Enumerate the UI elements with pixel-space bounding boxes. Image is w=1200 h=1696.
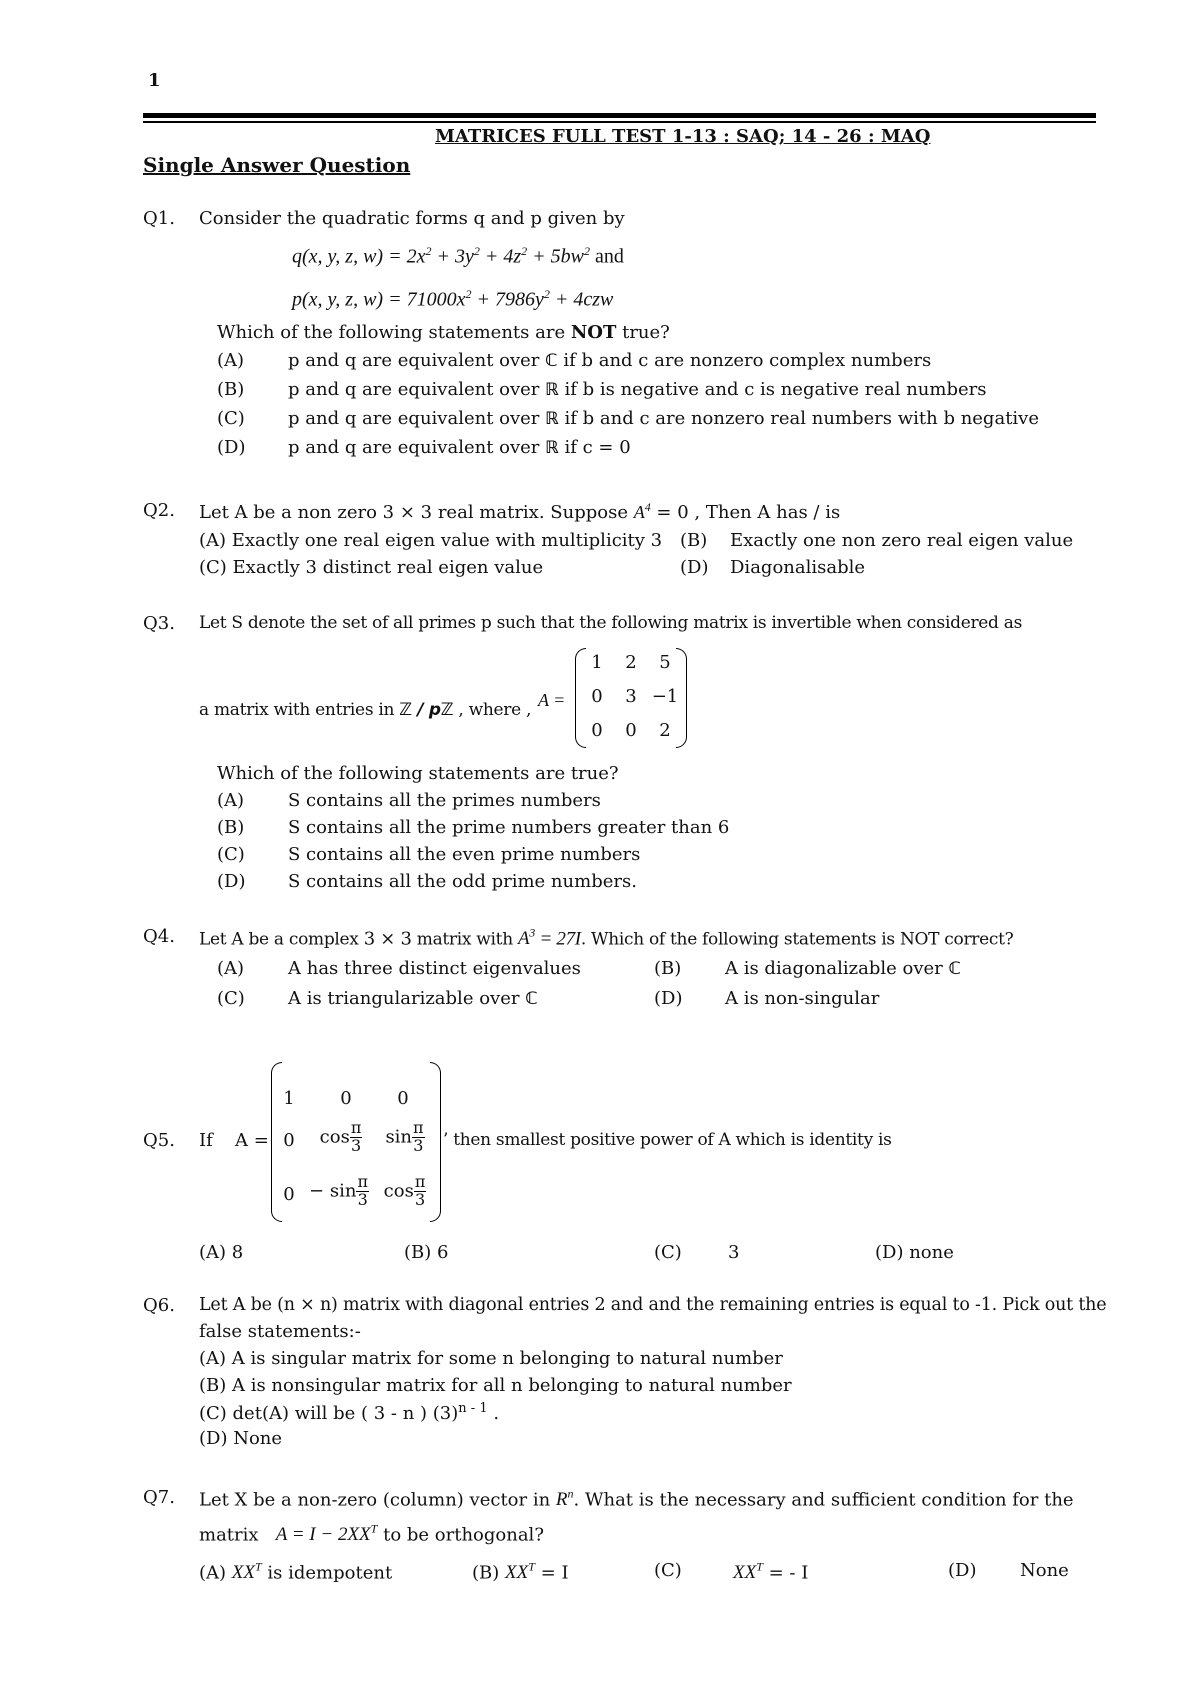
q5-cell-11: 1	[283, 1088, 295, 1109]
q7-option-d-label[interactable]: (D)	[948, 1560, 977, 1581]
q4-option-c[interactable]: A is triangularizable over ℂ	[288, 988, 538, 1009]
q7-number: Q7.	[143, 1487, 175, 1508]
q3-cell-13: 5	[659, 652, 671, 673]
q4-option-a-label[interactable]: (A)	[217, 958, 245, 979]
q1-number: Q1.	[143, 208, 175, 229]
q3-option-c[interactable]: S contains all the even prime numbers	[288, 844, 641, 865]
q5-cell-23: sin $\frac{\pi}{3}$	[385, 1118, 424, 1155]
q1-option-c-field-symbol: ℝ	[545, 409, 559, 429]
q3-option-c-label[interactable]: (C)	[217, 844, 245, 865]
q5-option-c-label[interactable]: (C)	[654, 1242, 682, 1263]
q3-option-a-label[interactable]: (A)	[217, 790, 245, 811]
q4-option-d[interactable]: A is non-singular	[725, 988, 880, 1009]
q3-line2: a matrix with entries in ℤ / pℤ , where ,	[199, 700, 532, 720]
q1-equation-q: q(x, y, z, $w) = 2x^2 + 3y^2 + 4z^2 + 5bw^2$ and	[292, 244, 624, 268]
q5-number: Q5.	[143, 1130, 175, 1151]
q1-option-c-label[interactable]: (C)	[217, 408, 245, 429]
q1-option-c[interactable]: p and q are equivalent over ℝ if b and c are nonzero real numbers with b negative	[288, 408, 1039, 429]
q6-number: Q6.	[143, 1295, 175, 1316]
header-rule-thick	[143, 113, 1096, 118]
section-heading: Single Answer Question	[143, 153, 411, 177]
q3-cell-33: 2	[659, 720, 671, 741]
q5-cell-31: 0	[283, 1184, 295, 1205]
q4-option-c-label[interactable]: (C)	[217, 988, 245, 1009]
q2-stem: Let A be a non zero 3 × 3 real matrix. Suppose $A^4 = 0$ , Then A has / is	[199, 500, 841, 523]
q5-cell-32: − sin $\frac{\pi}{3}$	[309, 1172, 368, 1209]
q3-cell-22: 3	[625, 686, 637, 707]
q1-option-b-label[interactable]: (B)	[217, 379, 245, 400]
q5-option-c[interactable]: 3	[728, 1242, 740, 1263]
q5-matrix-name: A =	[235, 1130, 269, 1151]
q7-option-a[interactable]: (A) $XX^T$ is idempotent	[199, 1560, 393, 1584]
q3-cell-12: 2	[625, 652, 637, 673]
q7-stem: Let X be a non-zero (column) vector in $R^n$. What is the necessary and sufficient condition for the	[199, 1487, 1074, 1511]
q7-stem-line2: matrix $A = I - 2XX^T$ to be orthogonal?	[199, 1522, 544, 1546]
q2-option-a[interactable]: (A) Exactly one real eigen value with multiplicity 3	[199, 530, 663, 551]
q4-option-c-field-symbol: ℂ	[525, 989, 538, 1009]
q1-option-a-field-symbol: ℂ	[545, 351, 558, 371]
q5-tail: ’ then smallest positive power of A which is identity is	[443, 1130, 892, 1150]
q3-matrix	[575, 648, 687, 748]
q1-equation-p: p(x, y, z, $w) = 71000x^2 + 7986y^2 + 4czw$	[292, 287, 614, 311]
q2-option-b[interactable]: Exactly one non zero real eigen value	[730, 530, 1074, 551]
q3-number: Q3.	[143, 613, 175, 634]
page-number: 1	[148, 70, 161, 91]
q5-matrix	[271, 1062, 441, 1222]
q5-cell-12: 0	[340, 1088, 352, 1109]
q3-option-a[interactable]: S contains all the primes numbers	[288, 790, 601, 811]
q6-option-d[interactable]: (D) None	[199, 1428, 283, 1449]
q4-stem: Let A be a complex 3 × 3 matrix with $A^3 = 27I$. Which of the following statements is NOT correct?	[199, 926, 1014, 950]
q6-stem: Let A be (n × n) matrix with diagonal entries 2 and and the remaining entries is equal to -1. Pick out the	[199, 1295, 1107, 1315]
q1-option-a[interactable]: p and q are equivalent over ℂ if b and c are nonzero complex numbers	[288, 350, 932, 371]
q5-cell-21: 0	[283, 1130, 295, 1151]
q1-option-b[interactable]: p and q are equivalent over ℝ if b is negative and c is negative real numbers	[288, 379, 987, 400]
header-rule-thin	[143, 121, 1096, 123]
q5-option-d[interactable]: (D) none	[875, 1242, 954, 1263]
q1-option-d[interactable]: p and q are equivalent over ℝ if c = 0	[288, 437, 631, 458]
q4-option-b-field-symbol: ℂ	[948, 959, 961, 979]
q7-option-b[interactable]: (B) $XX^T = I$	[472, 1560, 569, 1584]
q5-if: If	[199, 1130, 213, 1151]
q1-option-d-label[interactable]: (D)	[217, 437, 246, 458]
q1-question: Which of the following statements are NOT true?	[217, 322, 670, 343]
q2-option-d-label[interactable]: (D)	[680, 557, 709, 578]
q5-cell-13: 0	[397, 1088, 409, 1109]
q4-option-d-label[interactable]: (D)	[654, 988, 683, 1009]
q7-option-d[interactable]: None	[1020, 1560, 1069, 1581]
q7-option-c-label[interactable]: (C)	[654, 1560, 682, 1581]
q6-option-a[interactable]: (A) A is singular matrix for some n belonging to natural number	[199, 1348, 783, 1369]
q2-option-c[interactable]: (C) Exactly 3 distinct real eigen value	[199, 557, 544, 578]
q3-cell-11: 1	[591, 652, 603, 673]
q1-stem: Consider the quadratic forms q and p given by	[199, 208, 625, 229]
q4-number: Q4.	[143, 926, 175, 947]
q3-option-b-label[interactable]: (B)	[217, 817, 245, 838]
q3-matrix-name: A =	[538, 690, 566, 710]
q7-option-c[interactable]: $XX^T$ = - I	[733, 1560, 809, 1584]
q5-option-a[interactable]: (A) 8	[199, 1242, 244, 1263]
q6-option-c[interactable]: (C) det(A) will be ( 3 - n ) $(3)^{n - 1}$ .	[199, 1401, 500, 1424]
q3-cell-31: 0	[591, 720, 603, 741]
q3-option-b[interactable]: S contains all the prime numbers greater than 6	[288, 817, 730, 838]
q6-option-b[interactable]: (B) A is nonsingular matrix for all n belonging to natural number	[199, 1375, 792, 1396]
q2-option-d[interactable]: Diagonalisable	[730, 557, 866, 578]
q3-cell-23: −1	[651, 686, 679, 707]
q3-cell-21: 0	[591, 686, 603, 707]
q4-option-a[interactable]: A has three distinct eigenvalues	[288, 958, 581, 979]
q5-cell-33: cos $\frac{\pi}{3}$	[383, 1172, 426, 1209]
q1-option-d-field-symbol: ℝ	[545, 438, 559, 458]
q3-stem: Let S denote the set of all primes p such that the following matrix is invertible when considered as	[199, 613, 1022, 633]
q3-question: Which of the following statements are true?	[217, 763, 619, 784]
q3-option-d[interactable]: S contains all the odd prime numbers.	[288, 871, 637, 892]
q1-option-a-label[interactable]: (A)	[217, 350, 245, 371]
q6-stem-line2: false statements:-	[199, 1321, 361, 1342]
page-title: MATRICES FULL TEST 1-13 : SAQ; 14 - 26 : MAQ	[435, 126, 931, 147]
q3-option-d-label[interactable]: (D)	[217, 871, 246, 892]
q4-option-b[interactable]: A is diagonalizable over ℂ	[725, 958, 961, 979]
q5-option-b[interactable]: (B) 6	[404, 1242, 449, 1263]
q4-option-b-label[interactable]: (B)	[654, 958, 682, 979]
q5-cell-22: cos $\frac{\pi}{3}$	[319, 1118, 362, 1155]
q1-option-b-field-symbol: ℝ	[545, 380, 559, 400]
q2-option-b-label[interactable]: (B)	[680, 530, 708, 551]
q2-number: Q2.	[143, 500, 175, 521]
q3-cell-32: 0	[625, 720, 637, 741]
